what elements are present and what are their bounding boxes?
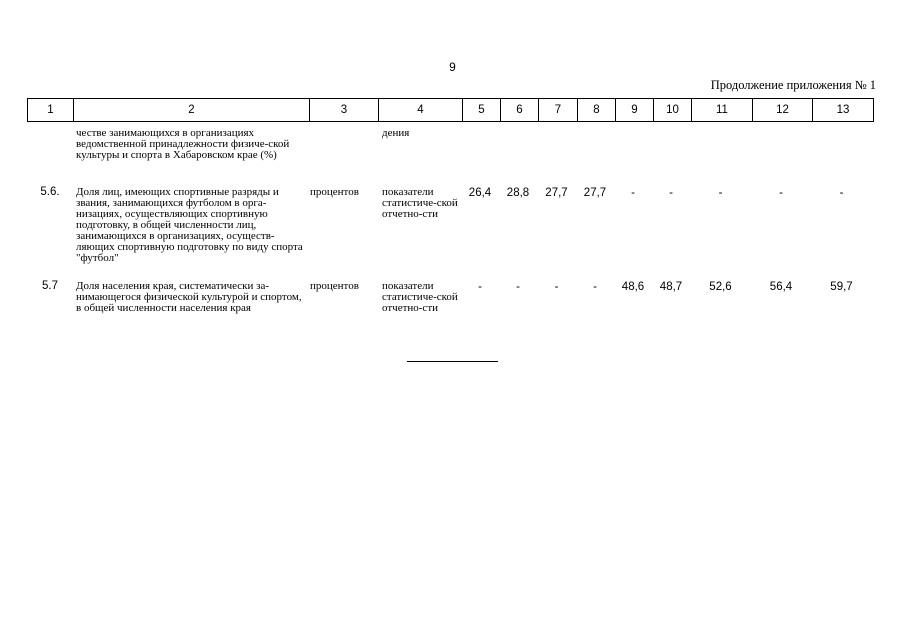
value-cell: 27,7 bbox=[545, 187, 568, 199]
data-source: показатели статистиче-ской отчетно-сти bbox=[382, 186, 458, 220]
column-header-row bbox=[28, 99, 874, 122]
column-header: 11 bbox=[692, 99, 753, 122]
unit: процентов bbox=[310, 186, 359, 198]
indicator-name: Доля лиц, имеющих спортивные разряды и звания, занимающихся футболом в орга-низациях, осуществляющих спортивную подготовку, в общей численности лиц, занимающихся в организациях, осуществ-ляющих спортивную подготовку по виду спорта "футбол" bbox=[76, 186, 303, 264]
column-header: 7 bbox=[539, 99, 578, 122]
column-header: 1 bbox=[28, 99, 74, 122]
column-header: 10 bbox=[654, 99, 692, 122]
column-header: 2 bbox=[74, 99, 310, 122]
value-cell: - bbox=[593, 281, 597, 293]
column-header: 6 bbox=[501, 99, 539, 122]
continuation-label: Продолжение приложения № 1 bbox=[710, 78, 876, 92]
indicator-name: честве занимающихся в организациях ведомственной принадлежности физиче-ской культуры и спорта в Хабаровском крае (%) bbox=[76, 127, 290, 161]
value-cell: 48,6 bbox=[621, 281, 645, 293]
column-header: 13 bbox=[813, 99, 874, 122]
column-header: 5 bbox=[463, 99, 501, 122]
column-header: 3 bbox=[310, 99, 379, 122]
value-cell: - bbox=[669, 187, 673, 199]
value-cell: - bbox=[516, 281, 520, 293]
data-source: дения bbox=[382, 127, 410, 139]
end-of-document-line bbox=[407, 361, 498, 362]
data-source: показатели статистиче-ской отчетно-сти bbox=[382, 280, 458, 314]
value-cell: 56,4 bbox=[769, 281, 793, 293]
value-cell: - bbox=[779, 187, 783, 199]
column-header: 9 bbox=[616, 99, 654, 122]
row-number: 5.6. bbox=[40, 186, 60, 198]
value-cell: 59,7 bbox=[830, 281, 853, 293]
unit: процентов bbox=[310, 280, 359, 292]
column-header-table bbox=[27, 98, 874, 122]
value-cell: 28,8 bbox=[506, 187, 530, 199]
value-cell: - bbox=[839, 187, 844, 199]
indicator-name: Доля населения края, систематически за-нимающегося физической культурой и спортом, в общей численности населения края bbox=[76, 280, 302, 314]
value-cell: - bbox=[478, 281, 482, 293]
value-cell: - bbox=[554, 281, 559, 293]
value-cell: 27,7 bbox=[583, 187, 607, 199]
column-header: 12 bbox=[753, 99, 813, 122]
column-header: 4 bbox=[379, 99, 463, 122]
row-number: 5.7 bbox=[42, 280, 58, 292]
value-cell: 52,6 bbox=[709, 281, 732, 293]
value-cell: 26,4 bbox=[468, 187, 492, 199]
page-number: 9 bbox=[449, 60, 456, 74]
value-cell: 48,7 bbox=[659, 281, 683, 293]
column-header: 8 bbox=[578, 99, 616, 122]
value-cell: - bbox=[631, 187, 635, 199]
value-cell: - bbox=[718, 187, 723, 199]
